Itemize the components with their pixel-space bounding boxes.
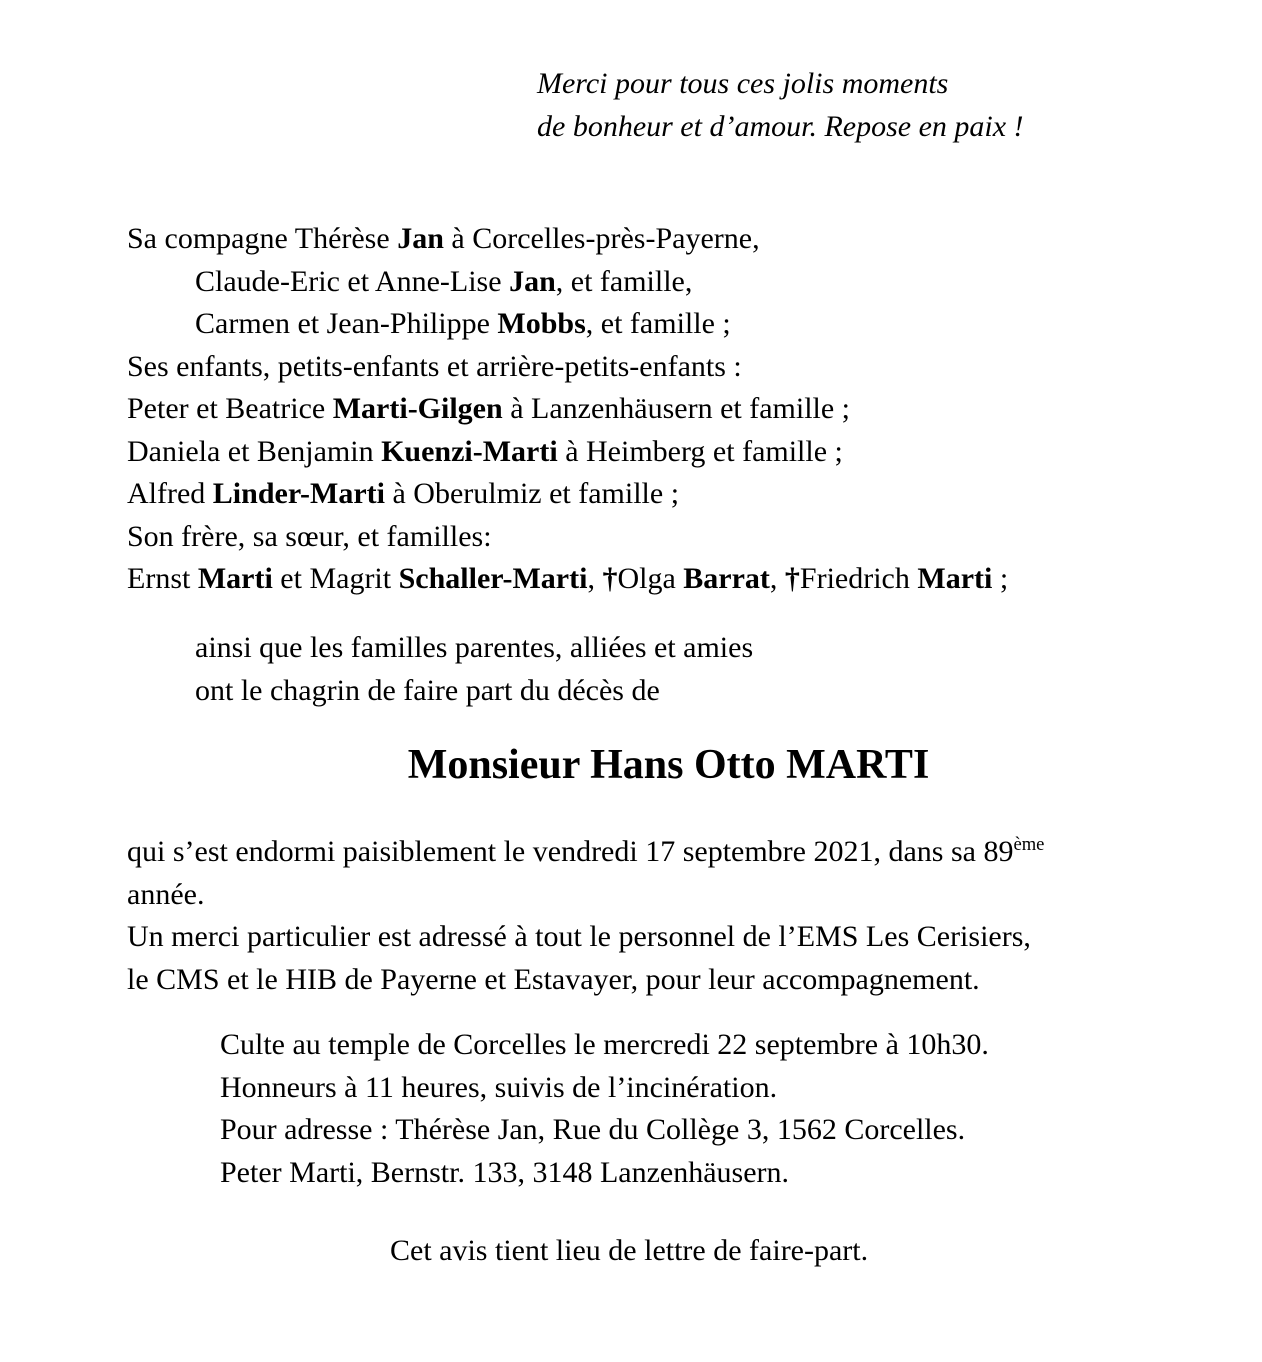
family-line: Sa compagne Thérèse Jan à Corcelles-près-Payerne, xyxy=(127,222,760,255)
family-list xyxy=(127,218,1227,601)
epigraph-line: de bonheur et d’amour. Repose en paix ! xyxy=(537,110,1024,143)
announcement-text xyxy=(195,626,753,712)
epigraph-line: Merci pour tous ces jolis moments xyxy=(537,67,949,100)
death-notice-line: le CMS et le HIB de Payerne et Estavayer, pour leur accompagnement. xyxy=(127,962,980,996)
family-line: Son frère, sa sœur, et familles: xyxy=(127,519,492,553)
family-line: Claude-Eric et Anne-Lise Jan, et famille, xyxy=(195,264,693,298)
death-notice-line: année. xyxy=(127,877,205,911)
ceremony-line: Culte au temple de Corcelles le mercredi 22 septembre à 10h30. xyxy=(220,1028,989,1061)
family-line: Carmen et Jean-Philippe Mobbs, et famille ; xyxy=(195,307,731,340)
family-line: Ernst Marti et Magrit Schaller-Marti, †Olga Barrat, †Friedrich Marti ; xyxy=(127,562,1009,595)
death-notice-paragraph xyxy=(127,831,1237,1001)
closing-statement: Cet avis tient lieu de lettre de faire-part. xyxy=(390,1234,869,1267)
ceremony-line: Pour adresse : Thérèse Jan, Rue du Collège 3, 1562 Corcelles. xyxy=(220,1113,966,1146)
epigraph-quote xyxy=(537,62,1024,148)
ceremony-details xyxy=(220,1024,989,1194)
family-line: Daniela et Benjamin Kuenzi-Marti à Heimberg et famille ; xyxy=(127,434,843,468)
announcement-line: ont le chagrin de faire part du décès de xyxy=(195,674,660,707)
death-notice-line: Un merci particulier est adressé à tout le personnel de l’EMS Les Cerisiers, xyxy=(127,920,1031,953)
family-line: Alfred Linder-Marti à Oberulmiz et famille ; xyxy=(127,477,680,510)
death-notice-line: qui s’est endormi paisiblement le vendredi 17 septembre 2021, dans sa 89ème xyxy=(127,834,1045,868)
deceased-name-title: Monsieur Hans Otto MARTI xyxy=(407,742,930,788)
family-line: Peter et Beatrice Marti-Gilgen à Lanzenhäusern et famille ; xyxy=(127,392,851,425)
ceremony-line: Honneurs à 11 heures, suivis de l’incinération. xyxy=(220,1070,778,1104)
family-line: Ses enfants, petits-enfants et arrière-petits-enfants : xyxy=(127,349,742,383)
ceremony-line: Peter Marti, Bernstr. 133, 3148 Lanzenhäusern. xyxy=(220,1155,790,1189)
announcement-line: ainsi que les familles parentes, alliées et amies xyxy=(195,631,754,664)
